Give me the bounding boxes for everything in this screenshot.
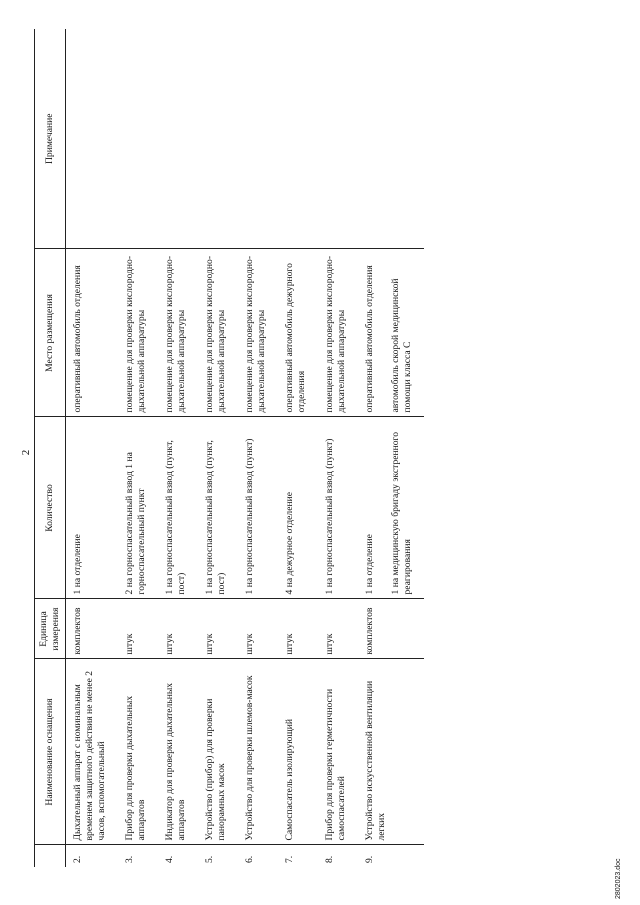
table-row <box>66 29 118 867</box>
row-number: 4. <box>163 855 175 863</box>
row-note <box>158 29 198 249</box>
row-location: помещение для проверки кислородно-дыхательной аппаратуры <box>118 249 158 417</box>
row-name: Устройство для проверки шлемов-масок <box>238 659 278 845</box>
row-location <box>358 249 424 417</box>
row-location: помещение для проверки кислородно-дыхательной аппаратуры <box>238 249 278 417</box>
table-header-row <box>35 29 66 867</box>
row-unit: штук <box>278 599 318 659</box>
row-unit: штук <box>198 599 238 659</box>
row-quantity: 1 на горноспасательный взвод (пункт, пост) <box>158 417 198 599</box>
row-quantity-secondary: 1 на медицинскую бригаду экстренного реагирования <box>389 431 413 595</box>
row-quantity <box>358 417 424 599</box>
footer-file-code: 2802023.doc <box>615 858 622 899</box>
row-name: Дыхательный аппарат с номинальным временем защитного действия не менее 2 часов, вспомогательный <box>66 659 118 845</box>
table-row <box>278 29 318 867</box>
header-note: Примечание <box>35 29 66 249</box>
table-row <box>118 29 158 867</box>
header-unit: Единица измерения <box>35 599 66 659</box>
row-quantity: 4 на дежурное отделение <box>278 417 318 599</box>
header-quantity: Количество <box>35 417 66 599</box>
row-note <box>238 29 278 249</box>
row-number: 5. <box>203 855 215 863</box>
row-name: Прибор для проверки дыхательных аппаратов <box>118 659 158 845</box>
row-quantity: 1 на горноспасательный взвод (пункт, пост) <box>198 417 238 599</box>
row-number: 6. <box>243 855 255 863</box>
equipment-table <box>34 29 424 867</box>
header-number <box>35 845 66 867</box>
row-location: помещение для проверки кислородно-дыхательной аппаратуры <box>158 249 198 417</box>
page-number: 2 <box>20 449 32 456</box>
row-name: Устройство (прибор) для проверки панорамных масок <box>198 659 238 845</box>
row-number: 9. <box>363 855 375 863</box>
row-note <box>198 29 238 249</box>
row-location-primary: оперативный автомобиль отделения <box>363 265 375 413</box>
row-name: Устройство искусственной вентиляции легких <box>358 659 424 845</box>
row-number: 7. <box>283 855 295 863</box>
header-name: Наименование оснащения <box>35 659 66 845</box>
row-location: оперативный автомобиль дежурного отделения <box>278 249 318 417</box>
row-location: оперативный автомобиль отделения <box>66 249 118 417</box>
row-name: Самоспасатель изолирующий <box>278 659 318 845</box>
table-row <box>158 29 198 867</box>
row-name: Прибор для проверки герметичности самоспасателей <box>318 659 358 845</box>
row-location-secondary: автомобиль скорой медицинской помощи класса С <box>389 278 413 413</box>
row-note <box>118 29 158 249</box>
row-number: 3. <box>123 855 135 863</box>
row-name: Индикатор для проверки дыхательных аппаратов <box>158 659 198 845</box>
row-note <box>278 29 318 249</box>
table-row <box>238 29 278 867</box>
row-location: помещение для проверки кислородно-дыхательной аппаратуры <box>198 249 238 417</box>
row-note <box>66 29 118 249</box>
row-quantity: 2 на горноспасательный взвод 1 на горноспасательный пункт <box>118 417 158 599</box>
row-location: помещение для проверки кислородно-дыхательной аппаратуры <box>318 249 358 417</box>
row-note <box>358 29 424 249</box>
row-number: 8. <box>323 855 335 863</box>
table-row <box>198 29 238 867</box>
row-quantity: 1 на отделение <box>66 417 118 599</box>
row-unit: комплектов <box>358 599 424 659</box>
row-quantity-primary: 1 на отделение <box>363 534 375 595</box>
row-quantity: 1 на горноспасательный взвод (пункт) <box>318 417 358 599</box>
header-location: Место размещения <box>35 249 66 417</box>
table-row <box>358 29 424 867</box>
row-unit: штук <box>318 599 358 659</box>
row-unit: штук <box>118 599 158 659</box>
table-row <box>318 29 358 867</box>
row-unit: комплектов <box>66 599 118 659</box>
row-number: 2. <box>72 855 83 863</box>
row-unit: штук <box>238 599 278 659</box>
row-unit: штук <box>158 599 198 659</box>
row-quantity: 1 на горноспасательный взвод (пункт) <box>238 417 278 599</box>
row-note <box>318 29 358 249</box>
